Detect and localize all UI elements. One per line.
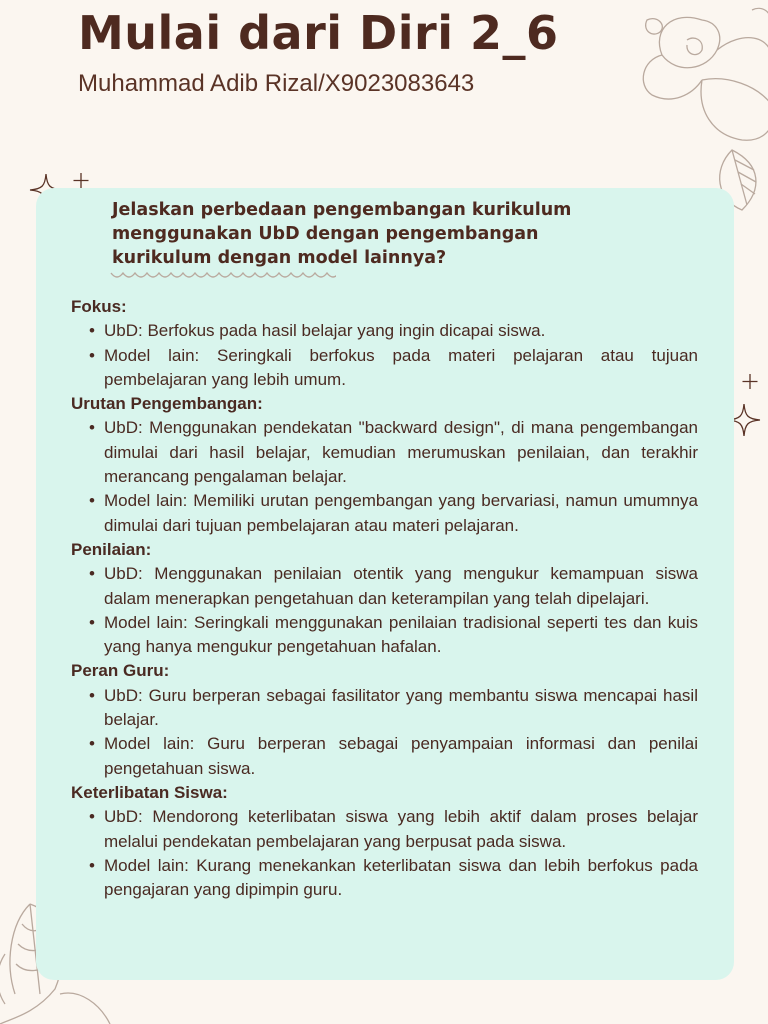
section-title: Urutan Pengembangan: (71, 394, 263, 414)
section-title: Fokus: (71, 297, 127, 316)
list-item: • Model lain: Seringkali berfokus pada materi pelajaran atau tujuan pembelajaran yang lebih umum. (71, 344, 698, 393)
section-teacher-role (71, 659, 698, 780)
flower-decoration-icon (632, 0, 768, 220)
bullet-list (71, 319, 698, 392)
section-focus (71, 295, 698, 392)
bullet-list (71, 684, 698, 781)
bullet-list (71, 416, 698, 537)
answer-content (71, 295, 698, 902)
list-item: • Model lain: Kurang menekankan keterlibatan siswa dan lebih berfokus pada pengajaran yang dipimpin guru. (71, 854, 698, 903)
bullet-list (71, 562, 698, 659)
list-item: • Model lain: Seringkali menggunakan penilaian tradisional seperti tes dan kuis yang hanya mengukur pengetahuan hafalan. (71, 611, 698, 660)
section-title: Keterlibatan Siswa: (71, 782, 228, 802)
list-item: • UbD: Mendorong keterlibatan siswa yang lebih aktif dalam proses belajar melalui pendekatan pembelajaran yang berpusat pada siswa. (71, 805, 698, 854)
wavy-underline-icon (110, 269, 336, 283)
list-item: • Model lain: Memiliki urutan pengembangan yang bervariasi, namun umumnya dimulai dari tujuan pembelajaran atau materi pelajaran. (71, 489, 698, 538)
list-item: • UbD: Menggunakan pendekatan "backward design", di mana pengembangan dimulai dari hasil belajar, kemudian merumuskan penilaian, dan terakhir merancang pengalaman belajar. (71, 416, 698, 489)
bullet-list (71, 805, 698, 902)
list-item: • Model lain: Guru berperan sebagai penyampaian informasi dan penilai pengetahuan siswa. (71, 732, 698, 781)
section-student-engagement (71, 781, 698, 902)
page-title: Mulai dari Diri 2_6 (78, 6, 559, 60)
question-heading: Jelaskan perbedaan pengembangan kurikulum menggunakan UbD dengan pengembangan kurikulum dengan model lainnya? (112, 200, 572, 268)
section-development-order (71, 392, 698, 538)
section-title: Penilaian: (71, 539, 152, 559)
list-item: • UbD: Menggunakan penilaian otentik yang mengukur kemampuan siswa dalam menerapkan pengetahuan dan keterampilan yang telah dipelajari. (71, 562, 698, 611)
author-subtitle: Muhammad Adib Rizal/X9023083643 (78, 70, 475, 97)
section-title: Peran Guru: (71, 661, 170, 681)
section-assessment (71, 538, 698, 659)
list-item: • UbD: Berfokus pada hasil belajar yang ingin dicapai siswa. (71, 319, 698, 343)
list-item: • UbD: Guru berperan sebagai fasilitator yang membantu siswa mencapai hasil belajar. (71, 684, 698, 733)
